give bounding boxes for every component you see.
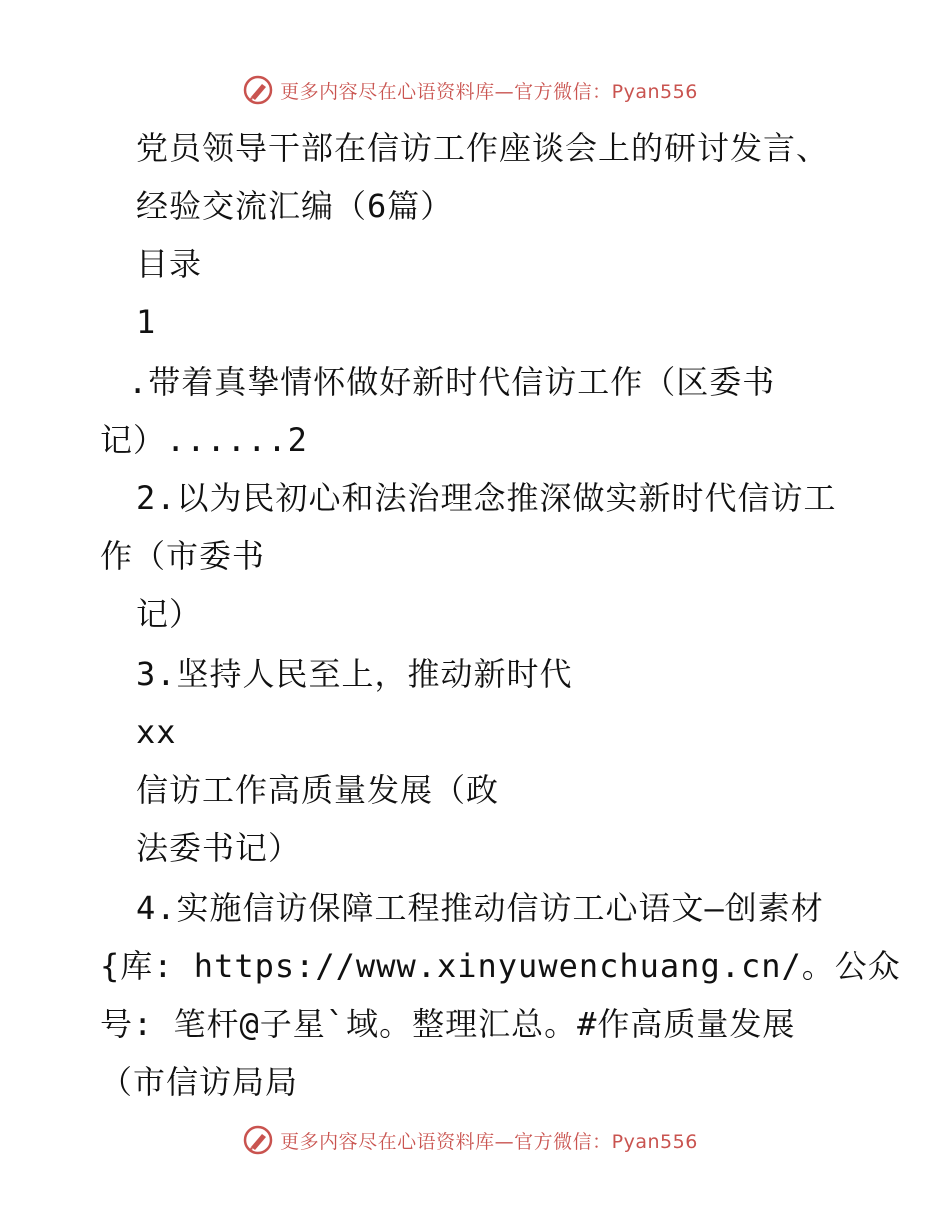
toc-line: 记）......2: [100, 421, 308, 459]
toc-heading: 目录: [136, 245, 203, 283]
toc-line: 3.坚持人民至上，推动新时代: [136, 655, 573, 693]
toc-line: （市信访局局: [100, 1063, 299, 1101]
watermark-text: 更多内容尽在心语资料库—官方微信：Pyan556: [280, 1130, 698, 1153]
toc-line: 4.实施信访保障工程推动信访工心语文—创素材: [136, 889, 824, 927]
watermark-banner-bottom: [0, 1120, 950, 1160]
doc-title-line-1: 党员领导干部在信访工作座谈会上的研讨发言、: [136, 129, 830, 167]
pen-seal-icon: [242, 1124, 274, 1156]
watermark-text: 更多内容尽在心语资料库—官方微信：Pyan556: [280, 80, 698, 103]
toc-line: 记）: [136, 595, 203, 633]
toc-line: 号: 笔杆@子星`域。整理汇总。#作高质量发展: [100, 1005, 796, 1043]
watermark-banner-top: [0, 70, 950, 110]
toc-line: 法委书记）: [136, 829, 302, 867]
doc-title-line-2: 经验交流汇编（6篇）: [136, 187, 454, 225]
toc-line: .带着真挚情怀做好新时代信访工作（区委书: [128, 363, 776, 401]
toc-line: 1: [136, 303, 157, 341]
toc-line: 作（市委书: [100, 537, 266, 575]
pen-seal-icon: [242, 74, 274, 106]
toc-line: {库: https://www.xinyuwenchuang.cn/。公众: [100, 947, 901, 985]
toc-line: xx: [136, 713, 177, 751]
toc-line: 2.以为民初心和法治理念推深做实新时代信访工: [136, 479, 837, 517]
toc-line: 信访工作高质量发展（政: [136, 771, 500, 809]
